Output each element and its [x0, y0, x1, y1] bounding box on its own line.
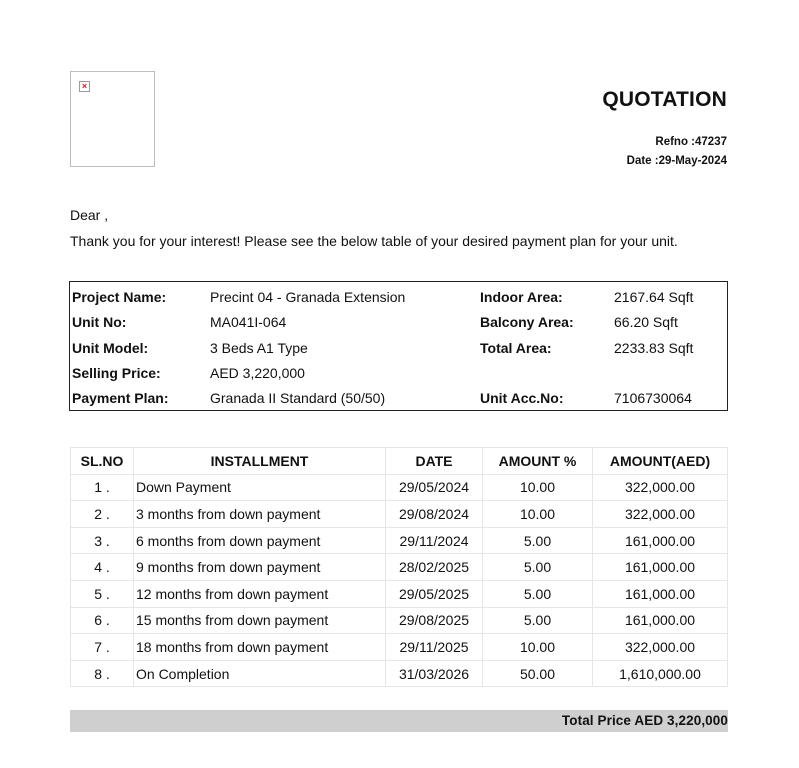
row-amount-aed: 1,610,000.00 — [593, 660, 728, 687]
row-installment: 6 months from down payment — [134, 527, 386, 554]
row-date: 29/05/2025 — [386, 580, 483, 607]
row-sl-no: 5 . — [71, 580, 134, 607]
total-area-value: 2233.83 Sqft — [614, 340, 694, 356]
row-amount-aed: 161,000.00 — [593, 527, 728, 554]
row-sl-no: 8 . — [71, 660, 134, 687]
row-sl-no: 6 . — [71, 607, 134, 634]
header-sl-no: SL.NO — [71, 448, 134, 475]
table-row — [71, 580, 728, 607]
row-sl-no: 1 . — [71, 474, 134, 501]
row-installment: 3 months from down payment — [134, 501, 386, 528]
payment-plan-value: Granada II Standard (50/50) — [210, 390, 386, 406]
row-sl-no: 7 . — [71, 634, 134, 661]
row-amount-aed: 322,000.00 — [593, 634, 728, 661]
row-sl-no: 3 . — [71, 527, 134, 554]
broken-image-icon: × — [79, 81, 90, 92]
row-installment: 12 months from down payment — [134, 580, 386, 607]
total-price-text: Total Price AED 3,220,000 — [561, 713, 728, 728]
row-sl-no: 2 . — [71, 501, 134, 528]
balcony-area-label: Balcony Area: — [480, 314, 574, 330]
header-amount-percent: AMOUNT % — [483, 448, 593, 475]
balcony-area-value: 66.20 Sqft — [614, 314, 678, 330]
table-row — [71, 660, 728, 687]
table-row — [71, 501, 728, 528]
project-name-label: Project Name: — [72, 289, 167, 305]
row-amount-percent: 5.00 — [483, 607, 593, 634]
row-amount-aed: 161,000.00 — [593, 554, 728, 581]
info-row-unit-no — [70, 310, 727, 335]
intro-text: Thank you for your interest! Please see the below table of your desired payment plan for your unit. — [70, 233, 678, 249]
row-installment: On Completion — [134, 660, 386, 687]
info-row-payment-plan — [70, 386, 727, 411]
row-installment: Down Payment — [134, 474, 386, 501]
row-amount-percent: 10.00 — [483, 474, 593, 501]
header-date: DATE — [386, 448, 483, 475]
row-date: 29/11/2024 — [386, 527, 483, 554]
info-row-project — [70, 285, 727, 310]
quotation-date: Date :29-May-2024 — [626, 155, 727, 167]
unit-no-value: MA041I-064 — [210, 314, 287, 330]
table-row — [71, 634, 728, 661]
row-amount-aed: 322,000.00 — [593, 501, 728, 528]
table-row — [71, 554, 728, 581]
row-amount-percent: 5.00 — [483, 527, 593, 554]
header-installment: INSTALLMENT — [134, 448, 386, 475]
row-amount-percent: 5.00 — [483, 580, 593, 607]
payment-plan-label: Payment Plan: — [72, 390, 169, 406]
row-date: 28/02/2025 — [386, 554, 483, 581]
greeting-text: Dear , — [70, 207, 109, 223]
total-price-bar — [70, 710, 728, 732]
unit-info-box — [69, 281, 728, 411]
selling-price-label: Selling Price: — [72, 365, 161, 381]
row-amount-percent: 10.00 — [483, 501, 593, 528]
indoor-area-label: Indoor Area: — [480, 289, 563, 305]
indoor-area-value: 2167.64 Sqft — [614, 289, 694, 305]
reference-number: Refno :47237 — [655, 136, 727, 148]
row-installment: 18 months from down payment — [134, 634, 386, 661]
table-header-row — [71, 448, 728, 475]
total-area-label: Total Area: — [480, 340, 552, 356]
unit-no-label: Unit No: — [72, 314, 127, 330]
row-amount-aed: 322,000.00 — [593, 474, 728, 501]
document-title: QUOTATION — [602, 88, 727, 111]
header-amount-aed: AMOUNT(AED) — [593, 448, 728, 475]
info-row-selling-price — [70, 361, 727, 386]
table-row — [71, 527, 728, 554]
project-name-value: Precint 04 - Granada Extension — [210, 289, 406, 305]
row-amount-aed: 161,000.00 — [593, 607, 728, 634]
row-installment: 9 months from down payment — [134, 554, 386, 581]
row-installment: 15 months from down payment — [134, 607, 386, 634]
table-row — [71, 607, 728, 634]
unit-acc-value: 7106730064 — [614, 390, 692, 406]
installment-table — [70, 447, 728, 687]
row-amount-aed: 161,000.00 — [593, 580, 728, 607]
logo-image-placeholder — [70, 71, 155, 167]
row-sl-no: 4 . — [71, 554, 134, 581]
unit-model-label: Unit Model: — [72, 340, 149, 356]
selling-price-value: AED 3,220,000 — [210, 365, 305, 381]
info-row-unit-model — [70, 336, 727, 361]
table-row — [71, 474, 728, 501]
unit-acc-label: Unit Acc.No: — [480, 390, 564, 406]
row-amount-percent: 10.00 — [483, 634, 593, 661]
row-date: 29/05/2024 — [386, 474, 483, 501]
row-amount-percent: 50.00 — [483, 660, 593, 687]
row-amount-percent: 5.00 — [483, 554, 593, 581]
unit-model-value: 3 Beds A1 Type — [210, 340, 308, 356]
row-date: 29/11/2025 — [386, 634, 483, 661]
row-date: 31/03/2026 — [386, 660, 483, 687]
row-date: 29/08/2024 — [386, 501, 483, 528]
row-date: 29/08/2025 — [386, 607, 483, 634]
